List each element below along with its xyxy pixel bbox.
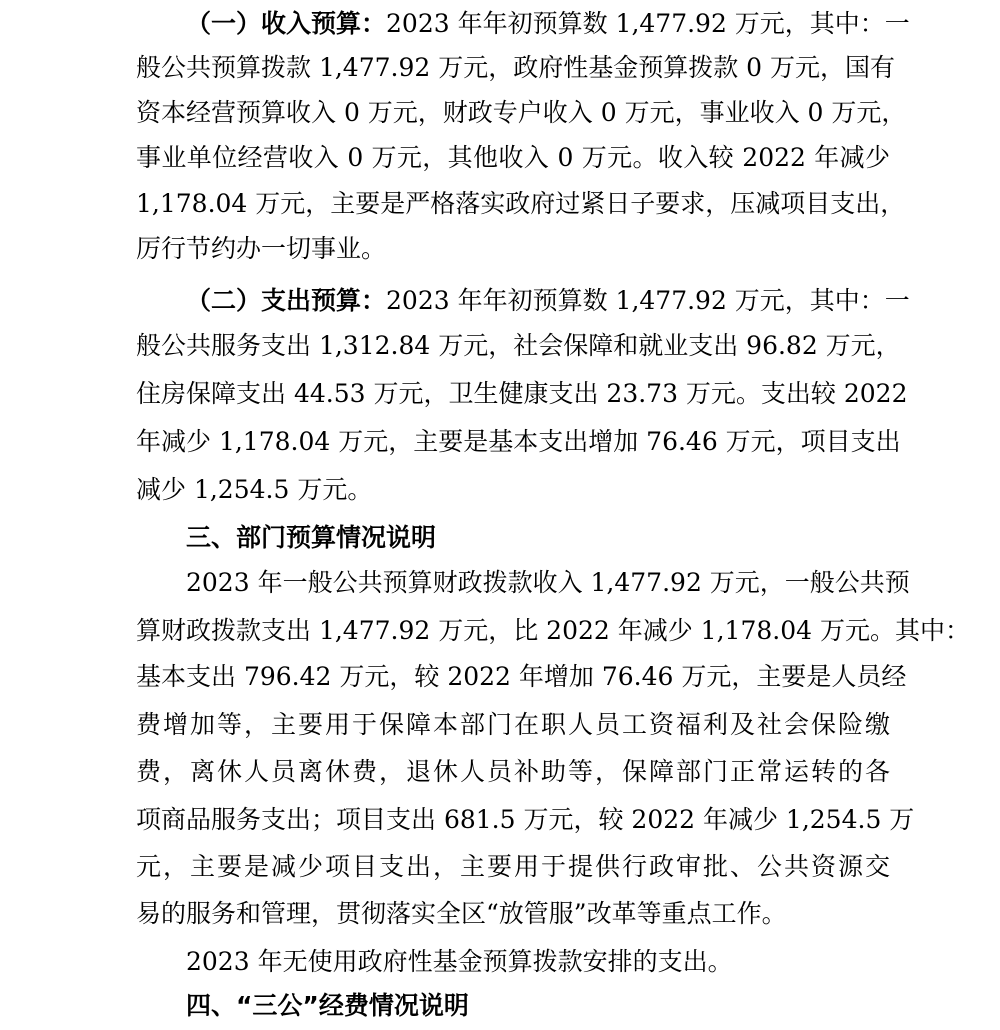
- paragraph-line: 项商品服务支出；项目支出 681.5 万元，较 2022 年减少 1,254.5 万: [136, 805, 915, 834]
- expense-budget-lead: （二）支出预算：: [186, 286, 387, 315]
- paragraph-line: 厉行节约办一切事业。: [136, 234, 387, 263]
- paragraph-line: 1,178.04 万元，主要是严格落实政府过紧日子要求，压减项目支出，: [136, 189, 906, 218]
- paragraph-line: 事业单位经营收入 0 万元，其他收入 0 万元。收入较 2022 年减少: [136, 143, 890, 172]
- paragraph-income-budget-line-1: [186, 0, 910, 48]
- paragraph-expense-budget-line-1: [186, 277, 910, 325]
- paragraph-line: 元，主要是减少项目支出，主要用于提供行政审批、公共资源交: [136, 852, 890, 881]
- paragraph-line: 资本经营预算收入 0 万元，财政专户收入 0 万元，事业收入 0 万元，: [136, 98, 907, 127]
- paragraph-line: 费，离休人员离休费，退休人员补助等，保障部门正常运转的各: [136, 757, 890, 786]
- expense-budget-text: 2023 年年初预算数 1,477.92 万元，其中：一: [386, 286, 910, 315]
- paragraph-line: 年减少 1,178.04 万元，主要是基本支出增加 76.46 万元，项目支出: [136, 427, 901, 456]
- paragraph-line: 基本支出 796.42 万元，较 2022 年增加 76.46 万元，主要是人员经: [136, 662, 907, 691]
- income-budget-text: 2023 年年初预算数 1,477.92 万元，其中：一: [386, 9, 910, 38]
- paragraph-line: 般公共服务支出 1,312.84 万元，社会保障和就业支出 96.82 万元，: [136, 331, 901, 360]
- paragraph-line: 住房保障支出 44.53 万元，卫生健康支出 23.73 万元。支出较 2022: [136, 379, 908, 408]
- paragraph-line: 减少 1,254.5 万元。: [136, 475, 373, 504]
- paragraph-line: 费增加等，主要用于保障本部门在职人员工资福利及社会保险缴: [136, 710, 890, 739]
- paragraph-government-fund: 2023 年无使用政府性基金预算拨款安排的支出。: [186, 947, 733, 976]
- income-budget-lead: （一）收入预算：: [186, 9, 387, 38]
- paragraph-line: 2023 年一般公共预算财政拨款收入 1,477.92 万元，一般公共预: [186, 568, 910, 597]
- section-heading-department-budget: 三、部门预算情况说明: [186, 523, 437, 552]
- section-heading-three-public-expenses: 四、“三公”经费情况说明: [186, 991, 469, 1020]
- paragraph-line: 易的服务和管理，贯彻落实全区“放管服”改革等重点工作。: [136, 899, 787, 928]
- paragraph-line: 算财政拨款支出 1,477.92 万元，比 2022 年减少 1,178.04 万元。其中：: [136, 616, 970, 645]
- paragraph-line: 般公共预算拨款 1,477.92 万元，政府性基金预算拨款 0 万元，国有: [136, 53, 896, 82]
